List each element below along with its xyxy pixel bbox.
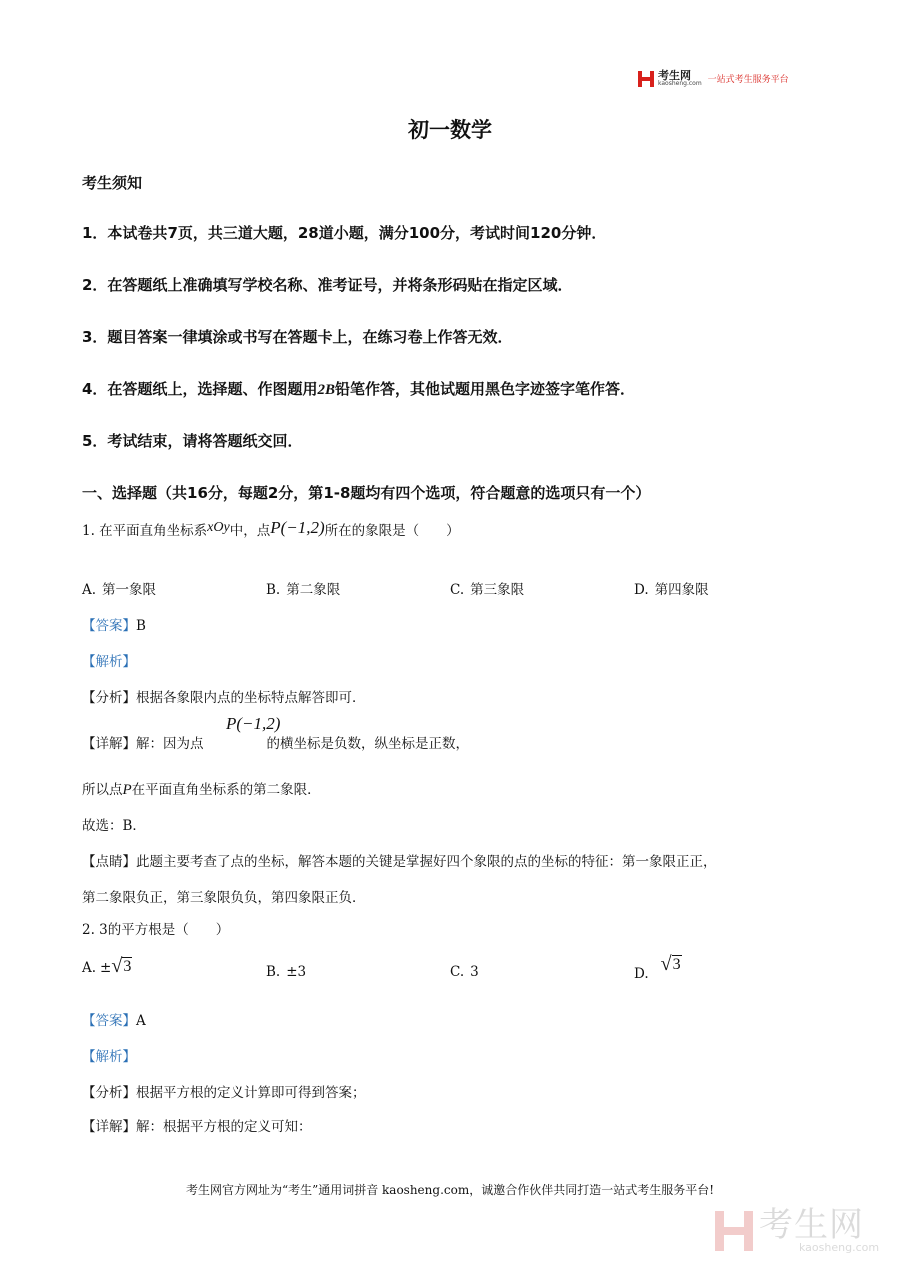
q1-option-b: B. 第二象限 <box>266 582 341 598</box>
question-1-stem: 1. 在平面直角坐标系xOy中，点P(−1,2)所在的象限是（ ） <box>82 518 460 539</box>
q2-option-d: D. √ 3 <box>634 953 681 982</box>
logo-name: 考生网 <box>658 69 691 82</box>
watermark-domain: kaosheng.com <box>799 1241 880 1254</box>
header-logo <box>638 70 789 87</box>
q1-option-d: D. 第四象限 <box>634 582 709 598</box>
q1-dianjing-1: 【点睛】此题主要考查了点的坐标，解答本题的关键是掌握好四个象限的点的坐标的特征：第一象限正正， <box>82 854 717 870</box>
page-title: 初一数学 <box>408 118 492 142</box>
notice-item-2: 2．在答题纸上准确填写学校名称、准考证号，并将条形码贴在指定区域． <box>82 276 573 294</box>
q1-answer: 【答案】B <box>82 618 146 634</box>
footer-text: 考生网官方网址为“考生”通用词拼音 kaosheng.com，诚邀合作伙伴共同打造一站式考生服务平台! <box>185 1183 715 1197</box>
q1-fenxi: 【分析】根据各象限内点的坐标特点解答即可． <box>82 690 366 706</box>
logo-icon <box>638 71 654 87</box>
notice-item-5: 5．考试结束，请将答题纸交回． <box>82 432 303 450</box>
q2-fenxi: 【分析】根据平方根的定义计算即可得到答案； <box>82 1085 366 1101</box>
q1-detail: 【详解】解：因为点 的横坐标是负数，纵坐标是正数， <box>82 736 469 752</box>
q1-analysis-tag: 【解析】 <box>82 654 136 670</box>
section-heading: 一、选择题（共16分，每题2分，第1-8题均有四个选项，符合题意的选项只有一个） <box>82 484 651 502</box>
q2-answer: 【答案】A <box>82 1013 146 1029</box>
notice-heading: 考生须知 <box>82 174 143 192</box>
q2-option-c: C. 3 <box>450 964 479 980</box>
q2-analysis-tag: 【解析】 <box>82 1049 136 1065</box>
q1-dianjing-2: 第二象限负正，第三象限负负，第四象限正负． <box>82 890 366 906</box>
q1-line2: 所以点P在平面直角坐标系的第二象限． <box>82 782 321 798</box>
q1-option-a: A. 第一象限 <box>82 582 157 598</box>
q2-option-a: A. ± √ 3 <box>82 955 132 977</box>
notice-item-1: 1．本试卷共7页，共三道大题，28道小题，满分100分，考试时间120分钟． <box>82 224 607 242</box>
logo-slogan: 一站式考生服务平台 <box>707 75 789 85</box>
logo-domain: kaosheng.com <box>658 80 702 87</box>
watermark-icon <box>715 1211 753 1251</box>
sqrt-symbol: √ 3 <box>660 953 681 975</box>
watermark-name: 考生网 <box>759 1205 864 1245</box>
watermark-logo <box>715 1205 880 1254</box>
question-2-stem: 2. 3的平方根是（ ） <box>82 922 230 938</box>
q2-detail: 【详解】解：根据平方根的定义可知： <box>82 1119 312 1135</box>
sqrt-symbol: √ 3 <box>111 955 132 977</box>
notice-item-4: 4．在答题纸上，选择题、作图题用2B铅笔作答，其他试题用黑色字迹签字笔作答． <box>82 380 635 398</box>
notice-item-3: 3．题目答案一律填涂或书写在答题卡上，在练习卷上作答无效． <box>82 328 513 346</box>
q1-choose: 故选：B． <box>82 818 146 834</box>
q1-option-c: C. 第三象限 <box>450 582 525 598</box>
q1-detail-point: P(−1,2) <box>226 714 281 733</box>
q2-option-b: B. ±3 <box>266 964 307 980</box>
